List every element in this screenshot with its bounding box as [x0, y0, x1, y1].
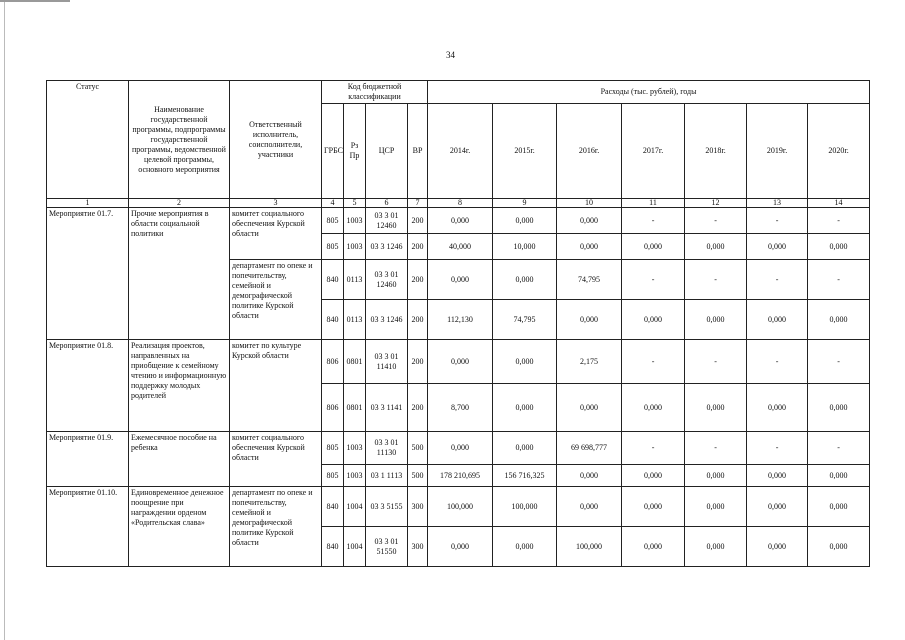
header-responsible: Ответственный исполнитель, соисполнители, участники — [230, 81, 322, 199]
cell-amount: 0,000 — [685, 234, 747, 260]
cell-amount: 0,000 — [685, 384, 747, 432]
cell-amount: 100,000 — [557, 527, 622, 567]
cell-amount: 0,000 — [747, 300, 808, 340]
cell-amount: 0,000 — [622, 300, 685, 340]
cell-amount: 2,175 — [557, 340, 622, 384]
cell-amount: 0,000 — [622, 487, 685, 527]
scan-edge-mark — [0, 0, 70, 2]
cell-rzpr: 1003 — [344, 432, 366, 465]
cell-amount: - — [622, 208, 685, 234]
cell-amount: - — [622, 340, 685, 384]
column-number: 9 — [493, 199, 557, 208]
cell-amount: 0,000 — [622, 234, 685, 260]
row-name: Ежемесячное пособие на ребенка — [129, 432, 230, 487]
cell-csr: 03 3 1246 — [366, 234, 408, 260]
cell-amount: 0,000 — [747, 487, 808, 527]
cell-amount: - — [685, 208, 747, 234]
cell-amount: 0,000 — [685, 527, 747, 567]
cell-amount: 178 210,695 — [428, 465, 493, 487]
row-status: Мероприятие 01.9. — [47, 432, 129, 487]
cell-amount: 0,000 — [557, 300, 622, 340]
cell-rzpr: 1003 — [344, 208, 366, 234]
cell-grbs: 840 — [322, 487, 344, 527]
cell-csr: 03 3 01 12460 — [366, 208, 408, 234]
cell-amount: 0,000 — [493, 260, 557, 300]
page-number: 34 — [446, 50, 455, 60]
row-responsible: комитет социального обеспечения Курской области — [230, 432, 322, 487]
header-expenses: Расходы (тыс. рублей), годы — [428, 81, 870, 104]
cell-amount: 0,000 — [808, 465, 870, 487]
row-status: Мероприятие 01.8. — [47, 340, 129, 432]
cell-amount: - — [747, 340, 808, 384]
scan-edge-line — [4, 0, 5, 640]
cell-csr: 03 3 5155 — [366, 487, 408, 527]
cell-amount: - — [622, 432, 685, 465]
table-row — [47, 208, 870, 234]
cell-amount: - — [685, 340, 747, 384]
cell-amount: 0,000 — [685, 300, 747, 340]
cell-vr: 300 — [408, 527, 428, 567]
cell-amount: 0,000 — [622, 384, 685, 432]
cell-csr: 03 1 1113 — [366, 465, 408, 487]
cell-csr: 03 3 01 11130 — [366, 432, 408, 465]
cell-amount: - — [808, 340, 870, 384]
column-number: 6 — [366, 199, 408, 208]
row-status: Мероприятие 01.7. — [47, 208, 129, 340]
row-name: Реализация проектов, направленных на приобщение к семейному чтению и информационную поддержку молодых родителей — [129, 340, 230, 432]
column-number: 1 — [47, 199, 129, 208]
cell-amount: 0,000 — [685, 487, 747, 527]
row-name: Прочие мероприятия в области социальной политики — [129, 208, 230, 340]
cell-amount: - — [685, 432, 747, 465]
cell-amount: 0,000 — [622, 527, 685, 567]
header-rzpr: Рз Пр — [344, 104, 366, 199]
cell-amount: 10,000 — [493, 234, 557, 260]
cell-vr: 200 — [408, 234, 428, 260]
column-number: 11 — [622, 199, 685, 208]
cell-amount: - — [747, 432, 808, 465]
cell-amount: 40,000 — [428, 234, 493, 260]
header-year: 2016г. — [557, 104, 622, 199]
cell-rzpr: 0801 — [344, 340, 366, 384]
cell-amount: 0,000 — [808, 300, 870, 340]
cell-csr: 03 3 1246 — [366, 300, 408, 340]
cell-amount: 0,000 — [428, 432, 493, 465]
cell-amount: 0,000 — [428, 208, 493, 234]
cell-amount: - — [808, 260, 870, 300]
header-year: 2017г. — [622, 104, 685, 199]
table-row — [47, 340, 870, 384]
cell-amount: 0,000 — [493, 432, 557, 465]
header-year: 2019г. — [747, 104, 808, 199]
cell-grbs: 840 — [322, 300, 344, 340]
cell-vr: 200 — [408, 260, 428, 300]
cell-grbs: 805 — [322, 208, 344, 234]
cell-amount: 0,000 — [557, 208, 622, 234]
cell-rzpr: 1003 — [344, 465, 366, 487]
header-year: 2018г. — [685, 104, 747, 199]
cell-amount: 0,000 — [493, 384, 557, 432]
column-number: 3 — [230, 199, 322, 208]
cell-rzpr: 1004 — [344, 487, 366, 527]
cell-amount: 0,000 — [493, 208, 557, 234]
column-number: 14 — [808, 199, 870, 208]
cell-rzpr: 1004 — [344, 527, 366, 567]
cell-rzpr: 0801 — [344, 384, 366, 432]
cell-amount: - — [622, 260, 685, 300]
table-row — [47, 487, 870, 527]
cell-rzpr: 1003 — [344, 234, 366, 260]
cell-amount: 74,795 — [493, 300, 557, 340]
cell-amount: 0,000 — [808, 234, 870, 260]
cell-csr: 03 3 01 11410 — [366, 340, 408, 384]
column-number: 4 — [322, 199, 344, 208]
column-number: 2 — [129, 199, 230, 208]
cell-vr: 500 — [408, 432, 428, 465]
cell-amount: 8,700 — [428, 384, 493, 432]
cell-grbs: 805 — [322, 234, 344, 260]
row-responsible: департамент по опеке и попечительству, семейной и демографической политике Курской области — [230, 260, 322, 340]
header-year: 2015г. — [493, 104, 557, 199]
cell-amount: - — [808, 432, 870, 465]
column-number: 10 — [557, 199, 622, 208]
cell-amount: 0,000 — [747, 234, 808, 260]
column-number: 5 — [344, 199, 366, 208]
cell-grbs: 806 — [322, 384, 344, 432]
column-number: 12 — [685, 199, 747, 208]
cell-amount: 0,000 — [493, 340, 557, 384]
column-number: 7 — [408, 199, 428, 208]
header-year: 2014г. — [428, 104, 493, 199]
cell-rzpr: 0113 — [344, 300, 366, 340]
cell-rzpr: 0113 — [344, 260, 366, 300]
cell-csr: 03 3 1141 — [366, 384, 408, 432]
cell-amount: 0,000 — [493, 527, 557, 567]
header-budget-code: Код бюджетной классификации — [322, 81, 428, 104]
header-name: Наименование государственной программы, подпрограммы государственной программы, ведомственной целевой программы, основного мероприятия — [129, 81, 230, 199]
cell-csr: 03 3 01 51550 — [366, 527, 408, 567]
cell-amount: 0,000 — [428, 527, 493, 567]
cell-amount: 69 698,777 — [557, 432, 622, 465]
cell-amount: 112,130 — [428, 300, 493, 340]
header-grbs: ГРБС — [322, 104, 344, 199]
cell-vr: 200 — [408, 300, 428, 340]
cell-grbs: 840 — [322, 527, 344, 567]
cell-amount: 100,000 — [493, 487, 557, 527]
column-number-row — [47, 199, 870, 208]
cell-amount: 0,000 — [557, 487, 622, 527]
row-name: Единовременное денежное поощрение при награждении орденом «Родительская слава» — [129, 487, 230, 567]
cell-amount: 0,000 — [808, 487, 870, 527]
expenses-table — [46, 80, 870, 567]
row-responsible: комитет по культуре Курской области — [230, 340, 322, 432]
cell-amount: 0,000 — [808, 527, 870, 567]
cell-vr: 500 — [408, 465, 428, 487]
cell-amount: 0,000 — [622, 465, 685, 487]
column-number: 13 — [747, 199, 808, 208]
cell-amount: 0,000 — [557, 234, 622, 260]
cell-grbs: 805 — [322, 432, 344, 465]
cell-amount: - — [747, 260, 808, 300]
cell-vr: 200 — [408, 208, 428, 234]
cell-amount: 0,000 — [747, 465, 808, 487]
cell-vr: 200 — [408, 340, 428, 384]
cell-csr: 03 3 01 12460 — [366, 260, 408, 300]
cell-amount: - — [808, 208, 870, 234]
cell-amount: 0,000 — [428, 340, 493, 384]
header-csr: ЦСР — [366, 104, 408, 199]
cell-grbs: 805 — [322, 465, 344, 487]
cell-amount: 0,000 — [685, 465, 747, 487]
cell-amount: 0,000 — [808, 384, 870, 432]
cell-amount: 0,000 — [747, 384, 808, 432]
cell-amount: 74,795 — [557, 260, 622, 300]
header-year: 2020г. — [808, 104, 870, 199]
column-number: 8 — [428, 199, 493, 208]
cell-grbs: 840 — [322, 260, 344, 300]
cell-vr: 200 — [408, 384, 428, 432]
cell-amount: 0,000 — [428, 260, 493, 300]
table-row — [47, 432, 870, 465]
cell-amount: - — [747, 208, 808, 234]
row-responsible: комитет социального обеспечения Курской области — [230, 208, 322, 260]
cell-amount: - — [685, 260, 747, 300]
row-responsible: департамент по опеке и попечительству, семейной и демографической политике Курской области — [230, 487, 322, 567]
cell-amount: 100,000 — [428, 487, 493, 527]
cell-amount: 156 716,325 — [493, 465, 557, 487]
cell-grbs: 806 — [322, 340, 344, 384]
cell-amount: 0,000 — [557, 465, 622, 487]
header-status: Статус — [47, 81, 129, 199]
cell-amount: 0,000 — [747, 527, 808, 567]
cell-vr: 300 — [408, 487, 428, 527]
header-vr: ВР — [408, 104, 428, 199]
row-status: Мероприятие 01.10. — [47, 487, 129, 567]
cell-amount: 0,000 — [557, 384, 622, 432]
